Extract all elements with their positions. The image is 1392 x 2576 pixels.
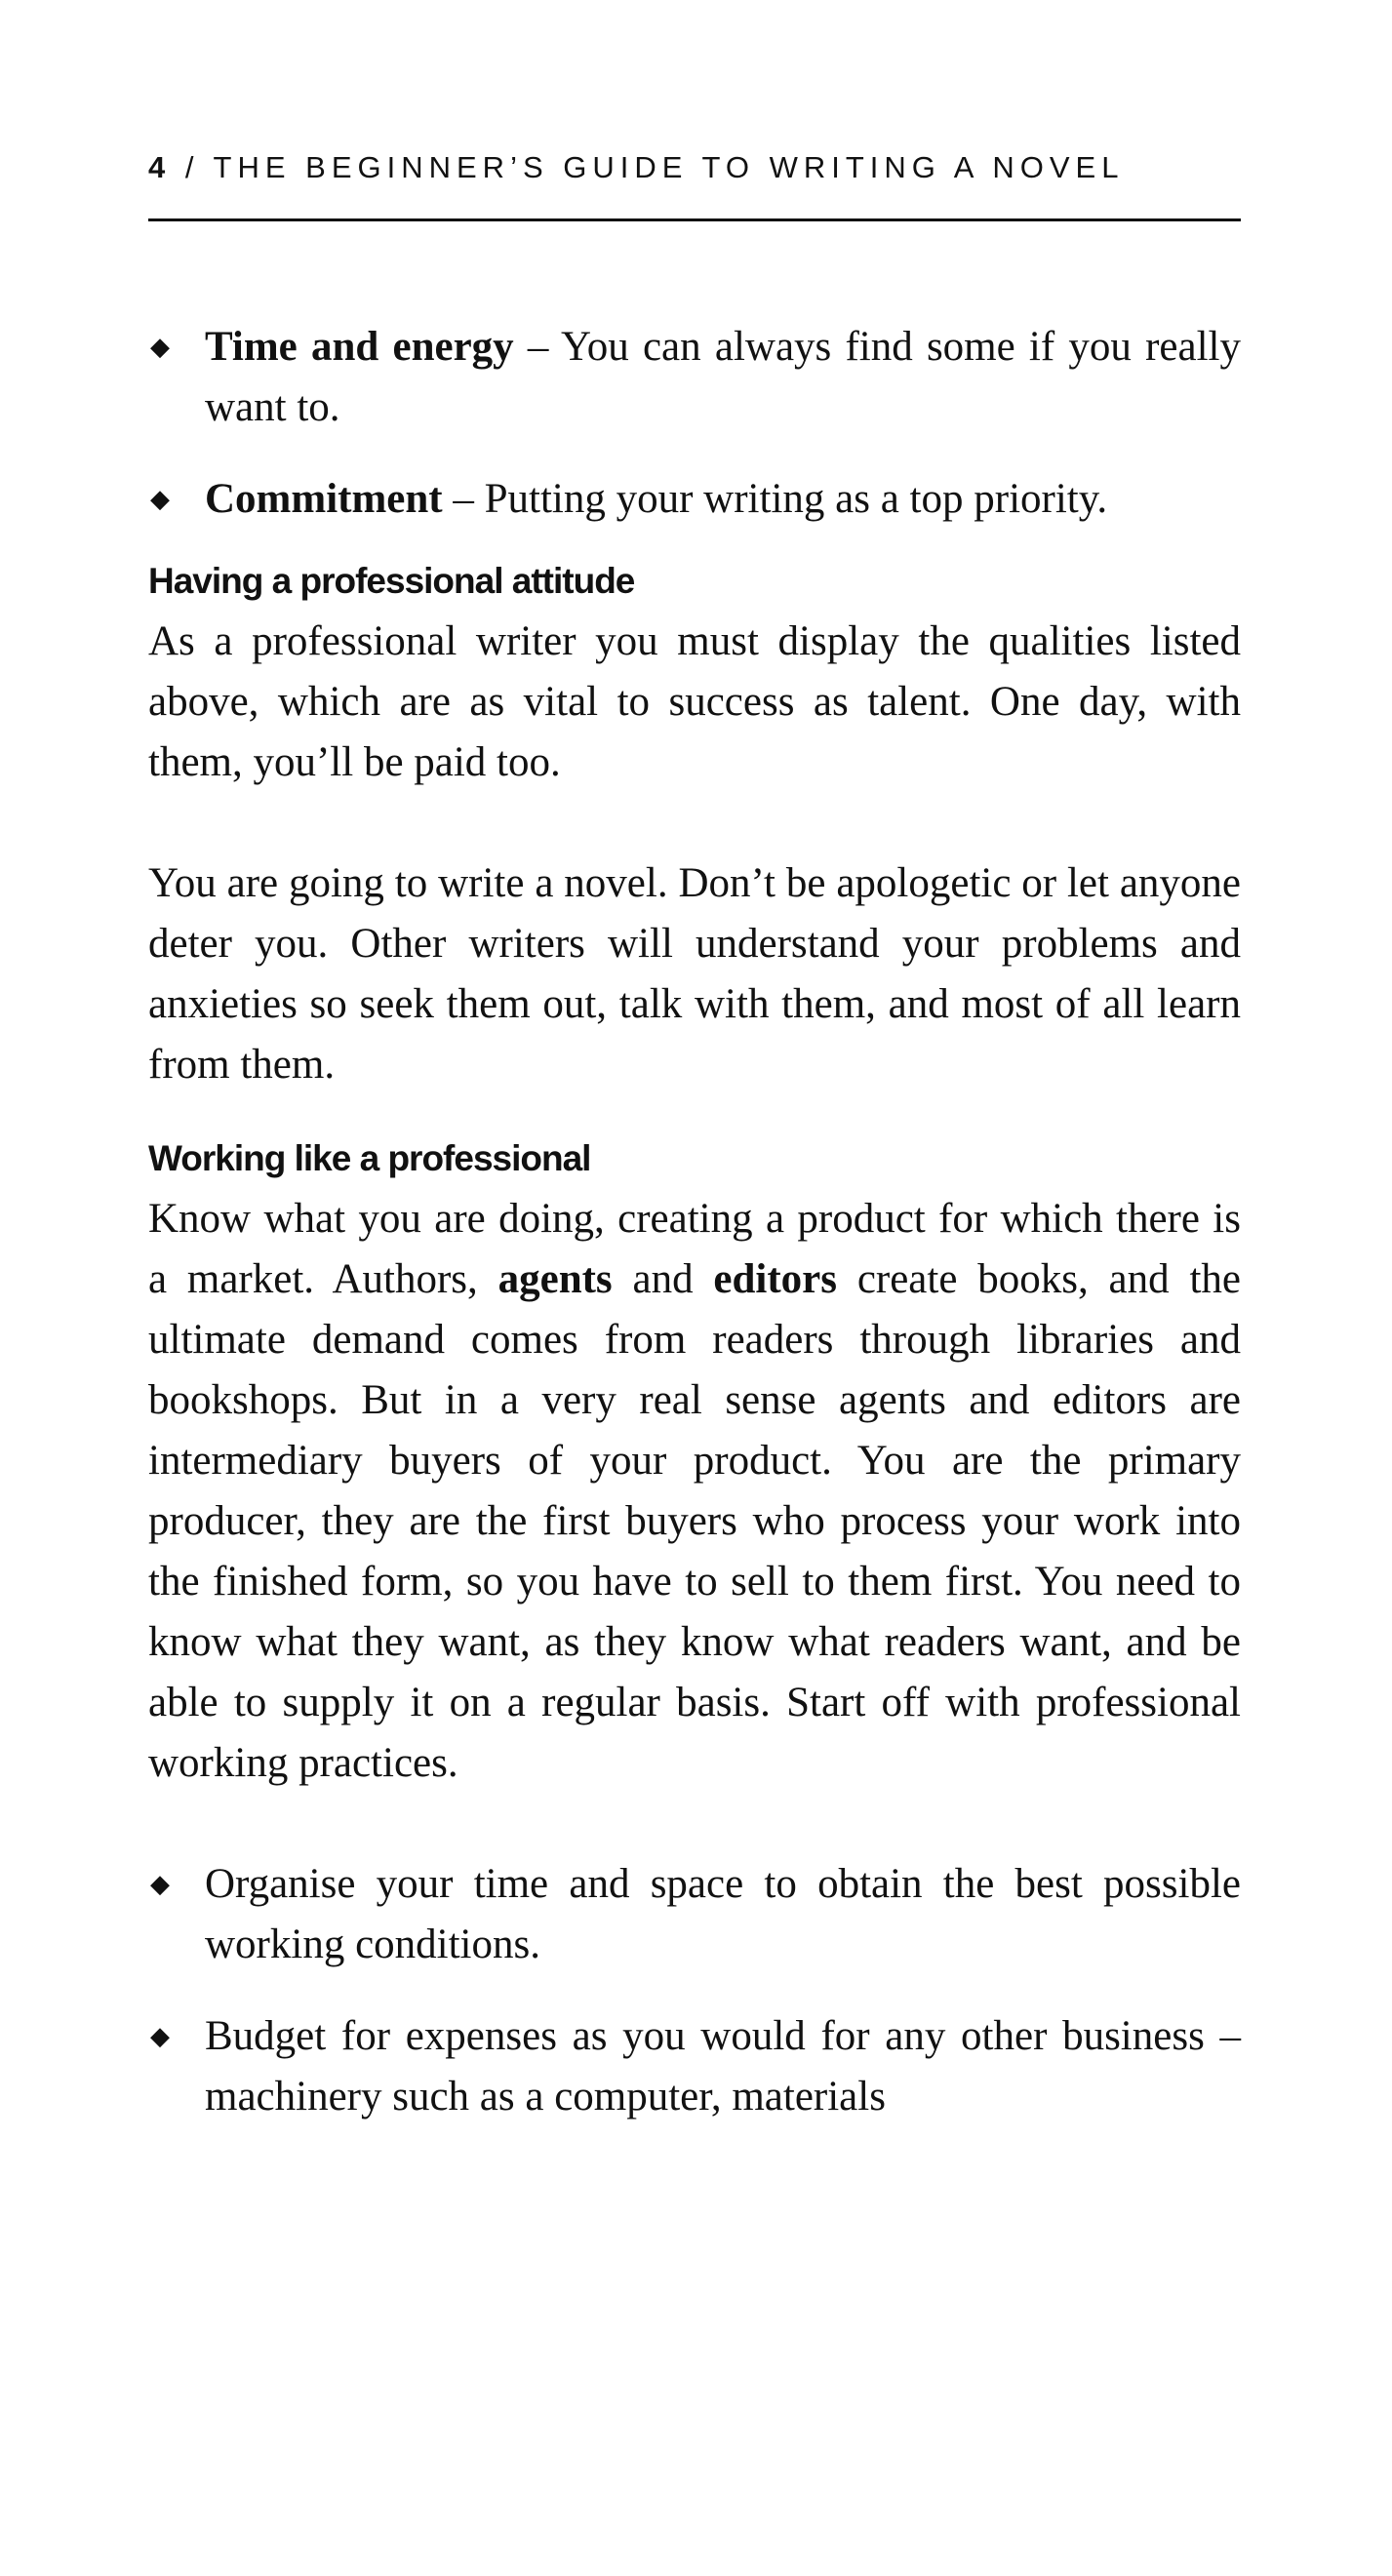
bullet-bold-term: Commitment	[205, 476, 443, 522]
paragraph-attitude-1: As a professional writer you must display the qualities listed above, which are as vital to success as talent. One day, with them, you’ll be paid too.	[148, 618, 1241, 785]
bullet-item-budget	[148, 2006, 1241, 2127]
running-head	[148, 150, 1241, 185]
bullet-item-commitment	[148, 469, 1241, 530]
book-page	[148, 0, 1241, 2576]
diamond-bullet-icon: ◆	[150, 485, 170, 513]
diamond-bullet-icon: ◆	[150, 1870, 170, 1898]
running-head-title: / THE BEGINNER’S GUIDE TO WRITING A NOVEL	[184, 150, 1125, 184]
paragraph-working: Know what you are doing, creating a product for which there is a market. Authors, agents and editors create books, and the ultimate demand comes from readers through libraries and bookshops. But in a very real sense agents and editors are intermediary buyers of your product. You are the primary producer, they are the first buyers who process your work into the finished form, so you have to sell to them first. You need to know what they want, as they know what readers want, and be able to supply it on a regular basis. Start off with professional working practices.	[148, 1196, 1241, 1786]
bold-term-editors: editors	[713, 1256, 837, 1302]
header-rule	[148, 218, 1241, 221]
bullet-text: Organise your time and space to obtain the best possible working conditions.	[205, 1861, 1241, 1967]
bullet-text: – Putting your writing as a top priority.	[442, 476, 1108, 522]
bullet-item-time-energy	[148, 317, 1241, 438]
page-number: 4	[148, 150, 172, 184]
section-heading-working-professional: Working like a professional	[148, 1138, 591, 1178]
diamond-bullet-icon: ◆	[150, 333, 170, 361]
bold-term-agents: agents	[497, 1256, 613, 1302]
bullet-text: – You can always find some if you really want to.	[205, 324, 1241, 430]
bullet-item-organise	[148, 1854, 1241, 1975]
diamond-bullet-icon: ◆	[150, 2022, 170, 2050]
paragraph-attitude-2: You are going to write a novel. Don’t be apologetic or let anyone deter you. Other writers will understand your problems and anxieties so seek them out, talk with them, and most of all learn from them.	[148, 860, 1241, 1088]
bullet-bold-term: Time and energy	[205, 324, 514, 370]
body-text	[148, 317, 1241, 2127]
bullet-text: Budget for expenses as you would for any other business – machinery such as a computer, materials	[205, 2013, 1241, 2120]
section-heading-professional-attitude: Having a professional attitude	[148, 561, 635, 601]
